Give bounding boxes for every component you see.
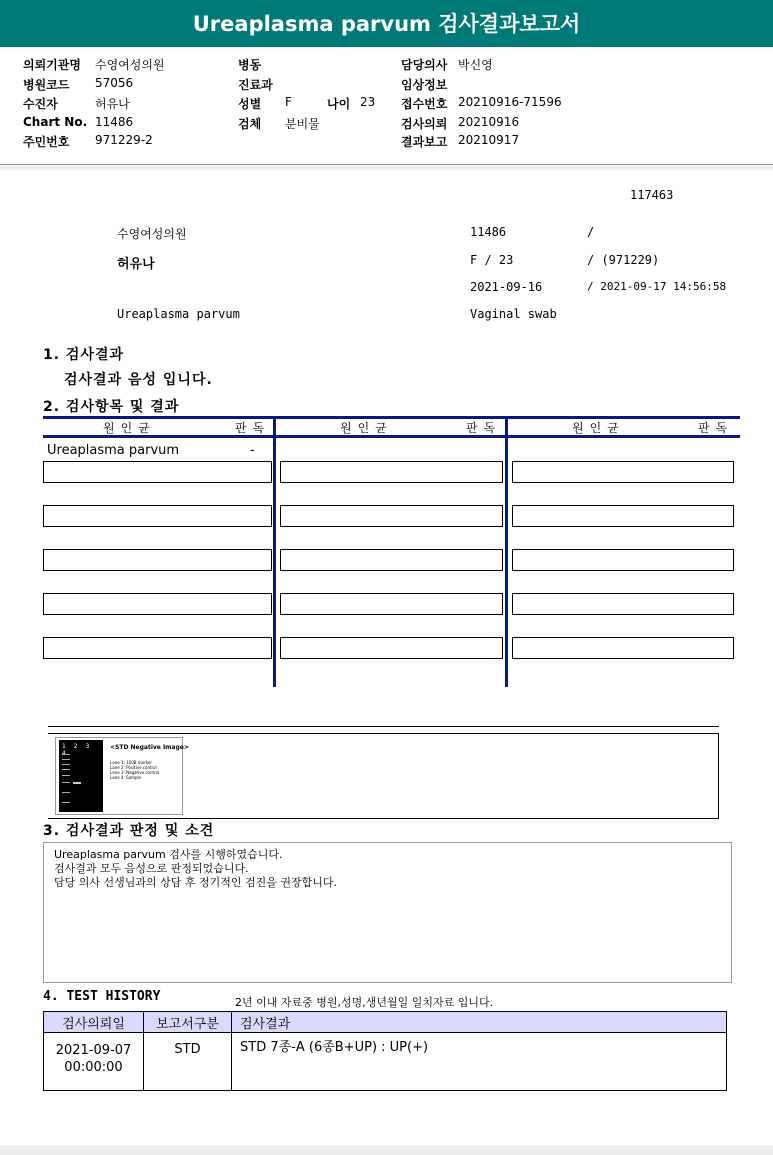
gel-legend-lane2: Lane 2: Positive control <box>110 765 157 770</box>
section1-result-text: 검사결과 음성 입니다. <box>64 372 213 388</box>
gel-electrophoresis-image <box>55 737 189 815</box>
result-cell <box>512 593 734 615</box>
opinion-line: Ureaplasma parvum 검사를 시행하였습니다. <box>54 848 283 861</box>
patient-label: 수진자 <box>23 97 58 111</box>
history-col-report-type: 보고서구분 <box>144 1012 232 1033</box>
result-cell <box>43 637 272 659</box>
specimen-label: 검체 <box>238 117 262 131</box>
results-column-divider-1 <box>273 416 276 687</box>
request-date-value: 20210916 <box>458 115 520 129</box>
patient-value: 허유나 <box>95 97 130 111</box>
specimen-type: Vaginal swab <box>470 307 557 321</box>
result-cell <box>512 461 734 483</box>
clinic-name: 수영여성의원 <box>117 227 187 241</box>
section2-title: 2. 검사항목 및 결과 <box>43 399 180 415</box>
doctor-value: 박신영 <box>458 58 493 72</box>
patient-name: 허유나 <box>117 257 155 272</box>
ssn-label: 주민번호 <box>23 135 70 149</box>
gel-title: <STD Negative Image> <box>110 744 189 751</box>
birth-date: / (971229) <box>587 253 660 267</box>
history-col-request-date: 검사의뢰일 <box>44 1012 144 1033</box>
page-footer-bar <box>0 1145 773 1155</box>
header-divider <box>0 166 773 170</box>
gel-lane-numbers: 1 2 3 <box>62 743 93 750</box>
history-note: 2년 이내 자료중 병원,성명,생년월일 일치자료 입니다. <box>235 996 494 1009</box>
request-date: 2021-09-16 <box>470 280 543 294</box>
institution-value: 수영여성의원 <box>95 58 165 72</box>
receipt-no-label: 접수번호 <box>401 97 448 111</box>
dept-label: 진료과 <box>238 78 273 92</box>
opinion-line: 담당 의사 선생님과의 상담 후 정기적인 검진을 권장합니다. <box>54 876 337 889</box>
result-cell <box>280 637 503 659</box>
result-cell <box>512 505 734 527</box>
result-cell <box>280 461 503 483</box>
hospital-code-label: 병원코드 <box>23 78 70 92</box>
gel-legend-lane3: Lane 3: Negative control <box>110 770 160 775</box>
report-date-label: 결과보고 <box>401 135 448 149</box>
hospital-code-value: 57056 <box>95 76 134 90</box>
history-date: 2021-09-07 <box>55 1043 132 1058</box>
gel-legend-lane1: Lane 1: 100B marker <box>110 760 153 765</box>
history-time: 00:00:00 <box>64 1060 123 1075</box>
clinical-info-label: 임상정보 <box>401 78 448 92</box>
age-value: 23 <box>360 95 376 109</box>
report-datetime: / 2021-09-17 14:56:58 <box>587 280 727 293</box>
result-cell <box>280 505 503 527</box>
specimen-value: 분비물 <box>285 117 320 131</box>
gel-lanes <box>59 740 103 812</box>
history-type: STD <box>144 1033 232 1091</box>
ssn-value: 971229-2 <box>95 133 153 147</box>
col-header-pathogen-3: 원인균 <box>572 421 625 435</box>
image-panel-top-line <box>48 726 719 727</box>
opinion-line: 검사결과 모두 음성으로 판정되었습니다. <box>54 862 249 875</box>
chart-number: 11486 <box>470 225 507 239</box>
col-header-pathogen-2: 원인균 <box>340 421 393 435</box>
report-date-value: 20210917 <box>458 133 520 147</box>
report-title: Ureaplasma parvum 검사결과보고서 <box>0 0 773 47</box>
col-header-judgement-2: 판독 <box>466 421 502 435</box>
result-cell <box>43 593 272 615</box>
history-date-cell <box>44 1033 144 1091</box>
col-header-judgement-1: 판독 <box>235 421 271 435</box>
test-name: Ureaplasma parvum <box>117 307 240 321</box>
col-header-pathogen-1: 원인균 <box>103 421 156 435</box>
result-row-judgement: - <box>250 443 255 458</box>
chart-no-label: Chart No. <box>23 115 88 129</box>
result-cell <box>512 549 734 571</box>
test-history-table <box>43 1011 727 1091</box>
result-cell <box>43 549 272 571</box>
result-cell <box>43 461 272 483</box>
sex-value: F <box>285 95 292 109</box>
history-col-result: 검사결과 <box>232 1012 727 1033</box>
history-result: STD 7종-A (6종B+UP) : UP(+) <box>232 1033 727 1091</box>
sex-age: F / 23 <box>470 253 514 267</box>
col-header-judgement-3: 판독 <box>698 421 734 435</box>
section1-title: 1. 검사결과 <box>43 347 125 363</box>
result-row-name: Ureaplasma parvum <box>47 443 180 458</box>
table-row <box>44 1033 727 1091</box>
patient-info-header <box>0 47 773 165</box>
section4-title: 4. TEST HISTORY <box>43 989 161 1004</box>
ward-label: 병동 <box>238 58 262 72</box>
result-cell <box>280 593 503 615</box>
result-cell <box>512 637 734 659</box>
result-cell <box>43 505 272 527</box>
report-id: 117463 <box>630 188 674 202</box>
chart-no-value: 11486 <box>95 115 134 129</box>
gel-legend-lane4: Lane 4: Sample <box>110 775 142 780</box>
results-column-divider-2 <box>505 416 508 687</box>
sex-label: 성별 <box>238 97 262 111</box>
doctor-label: 담당의사 <box>401 58 448 72</box>
section3-title: 3. 검사결과 판정 및 소견 <box>43 823 215 839</box>
institution-label: 의뢰기관명 <box>23 58 81 72</box>
chart-separator: / <box>587 225 595 239</box>
request-date-label: 검사의뢰 <box>401 117 448 131</box>
result-cell <box>280 549 503 571</box>
receipt-no-value: 20210916-71596 <box>458 95 562 109</box>
age-label: 나이 <box>327 97 351 111</box>
opinion-box <box>43 842 732 983</box>
